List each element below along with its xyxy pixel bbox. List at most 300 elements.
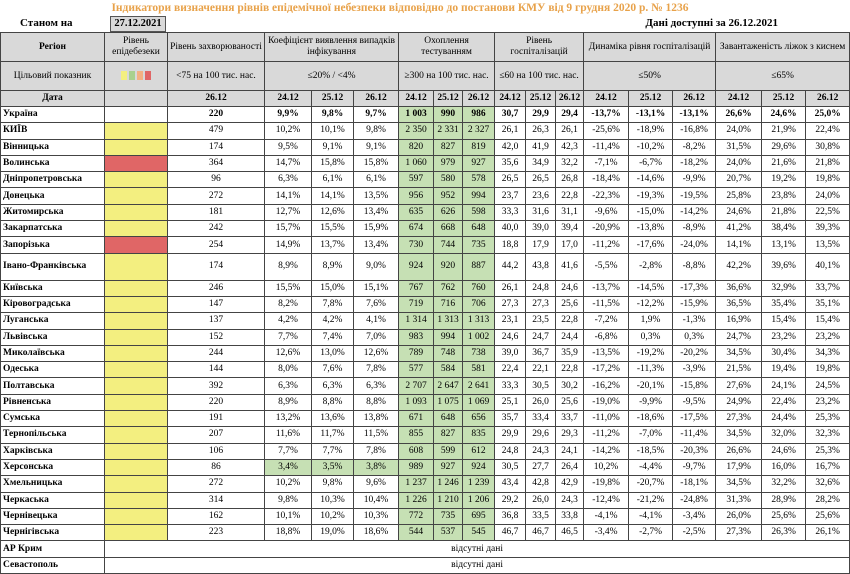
testing-cell: 1 060: [399, 155, 434, 171]
region-name: Кіровоградська: [1, 296, 105, 312]
table-row: [1, 492, 850, 508]
oxygen-cell: 27,3%: [716, 525, 762, 541]
incidence-cell: 254: [168, 237, 265, 253]
oxygen-cell: 25,0%: [806, 107, 850, 123]
hosp-dynamics-cell: -12,4%: [584, 492, 629, 508]
detection-cell: 7,8%: [312, 296, 354, 312]
hospitalization-cell: 26,1: [556, 123, 584, 139]
date-cell: 25.12: [312, 91, 354, 107]
date-cell: 26.12: [556, 91, 584, 107]
oxygen-cell: 16,9%: [716, 313, 762, 329]
hosp-dynamics-cell: -6,8%: [584, 329, 629, 345]
testing-cell: 1 206: [463, 492, 495, 508]
danger-level-cell: [105, 476, 168, 492]
detection-cell: 8,9%: [265, 253, 312, 280]
detection-cell: 8,9%: [312, 253, 354, 280]
hosp-dynamics-cell: 1,9%: [629, 313, 673, 329]
detection-cell: 7,6%: [354, 296, 399, 312]
oxygen-cell: 27,3%: [716, 411, 762, 427]
status-label: Станом на: [20, 17, 73, 29]
incidence-cell: 223: [168, 525, 265, 541]
testing-cell: 924: [463, 459, 495, 475]
oxygen-cell: 24,9%: [716, 394, 762, 410]
hosp-dynamics-cell: -2,8%: [629, 253, 673, 280]
testing-cell: 597: [399, 172, 434, 188]
oxygen-cell: 24,6%: [762, 107, 806, 123]
danger-level-cell: [105, 378, 168, 394]
table-row: [1, 362, 850, 378]
hosp-dynamics-cell: -18,4%: [584, 172, 629, 188]
target-testing: ≥300 на 100 тис. нас.: [399, 62, 495, 91]
detection-cell: 6,1%: [312, 172, 354, 188]
hosp-dynamics-cell: -18,5%: [629, 443, 673, 459]
testing-cell: 674: [399, 221, 434, 237]
hospitalization-cell: 24,7: [526, 329, 556, 345]
hosp-dynamics-cell: -11,2%: [584, 237, 629, 253]
hosp-dynamics-cell: -10,2%: [629, 139, 673, 155]
region-name: Запорізька: [1, 237, 105, 253]
hosp-dynamics-cell: -4,1%: [629, 508, 673, 524]
page-title: Індикатори визначення рівнів епідемічної небезпеки відповідно до постанови КМУ від 9 грудня 2020 р. № 1236: [111, 2, 689, 14]
testing-cell: 887: [463, 253, 495, 280]
testing-cell: 648: [434, 411, 463, 427]
table-row: [1, 394, 850, 410]
detection-cell: 11,7%: [312, 427, 354, 443]
table-row: [1, 443, 850, 459]
danger-level-cell: [105, 508, 168, 524]
table-row: [1, 139, 850, 155]
region-name: Івано-Франківська: [1, 253, 105, 280]
oxygen-cell: 34,5%: [716, 476, 762, 492]
detection-cell: 10,3%: [354, 508, 399, 524]
danger-level-cell: [105, 492, 168, 508]
hosp-dynamics-cell: -8,8%: [673, 253, 716, 280]
hospitalization-cell: 41,6: [556, 253, 584, 280]
detection-cell: 15,0%: [312, 280, 354, 296]
hospitalization-cell: 33,4: [526, 411, 556, 427]
header-hospitalization: Рівень госпіталізацій: [495, 33, 584, 62]
hosp-dynamics-cell: -13,8%: [629, 221, 673, 237]
hospitalization-cell: 24,3: [556, 492, 584, 508]
region-name: Закарпатська: [1, 221, 105, 237]
testing-cell: 1 002: [463, 329, 495, 345]
oxygen-cell: 40,1%: [806, 253, 850, 280]
detection-cell: 7,4%: [312, 329, 354, 345]
detection-cell: 12,7%: [265, 204, 312, 220]
danger-level-cell: [105, 139, 168, 155]
testing-cell: 735: [434, 508, 463, 524]
detection-cell: 11,6%: [265, 427, 312, 443]
date-cell: 24.12: [399, 91, 434, 107]
region-name: Тернопільська: [1, 427, 105, 443]
testing-cell: 979: [434, 155, 463, 171]
testing-cell: 580: [434, 172, 463, 188]
header-row: [1, 33, 850, 62]
hospitalization-cell: 44,2: [495, 253, 526, 280]
oxygen-cell: 25,3%: [806, 411, 850, 427]
oxygen-cell: 21,8%: [806, 155, 850, 171]
oxygen-cell: 26,1%: [806, 525, 850, 541]
hosp-dynamics-cell: -17,6%: [629, 237, 673, 253]
hospitalization-cell: 26,1: [495, 123, 526, 139]
detection-cell: 6,3%: [265, 378, 312, 394]
header-oxygen: Завантаженість ліжок з киснем: [716, 33, 850, 62]
incidence-cell: 144: [168, 362, 265, 378]
danger-level-cell: [105, 188, 168, 204]
oxygen-cell: 24,6%: [716, 204, 762, 220]
header-testing: Охоплення тестуванням: [399, 33, 495, 62]
available-note: Дані доступні за 26.12.2021: [645, 17, 778, 29]
detection-cell: 18,6%: [354, 525, 399, 541]
incidence-cell: 86: [168, 459, 265, 475]
oxygen-cell: 21,6%: [762, 155, 806, 171]
hosp-dynamics-cell: -9,7%: [673, 459, 716, 475]
hospitalization-cell: 23,7: [495, 188, 526, 204]
detection-cell: 8,0%: [265, 362, 312, 378]
detection-cell: 8,2%: [265, 296, 312, 312]
incidence-cell: 242: [168, 221, 265, 237]
danger-level-cell: [105, 221, 168, 237]
oxygen-cell: 19,2%: [762, 172, 806, 188]
detection-cell: 9,8%: [312, 107, 354, 123]
oxygen-cell: 34,3%: [806, 345, 850, 361]
detection-cell: 15,9%: [354, 221, 399, 237]
hospitalization-cell: 39,4: [556, 221, 584, 237]
testing-cell: 1 237: [399, 476, 434, 492]
hosp-dynamics-cell: -17,3%: [673, 280, 716, 296]
hospitalization-cell: 22,8: [556, 313, 584, 329]
oxygen-cell: 32,2%: [762, 476, 806, 492]
table-row: [1, 172, 850, 188]
oxygen-cell: 23,8%: [762, 188, 806, 204]
detection-cell: 13,2%: [265, 411, 312, 427]
hospitalization-cell: 33,8: [556, 508, 584, 524]
hospitalization-cell: 42,3: [556, 139, 584, 155]
testing-cell: 716: [434, 296, 463, 312]
hospitalization-cell: 40,0: [495, 221, 526, 237]
hospitalization-cell: 26,0: [526, 492, 556, 508]
oxygen-cell: 32,0%: [762, 427, 806, 443]
table-row-missing: [1, 541, 850, 557]
region-name: Харківська: [1, 443, 105, 459]
oxygen-cell: 32,9%: [762, 280, 806, 296]
oxygen-cell: 24,7%: [716, 329, 762, 345]
region-name: Хмельницька: [1, 476, 105, 492]
testing-cell: 1 239: [463, 476, 495, 492]
testing-cell: 827: [434, 139, 463, 155]
oxygen-cell: 22,5%: [806, 204, 850, 220]
testing-cell: 1 069: [463, 394, 495, 410]
detection-cell: 13,8%: [354, 411, 399, 427]
oxygen-cell: 24,0%: [806, 188, 850, 204]
oxygen-cell: 15,4%: [806, 313, 850, 329]
hosp-dynamics-cell: -13,5%: [584, 345, 629, 361]
testing-cell: 772: [399, 508, 434, 524]
hosp-dynamics-cell: -11,2%: [584, 427, 629, 443]
hosp-dynamics-cell: -11,5%: [584, 296, 629, 312]
hosp-dynamics-cell: -7,2%: [584, 313, 629, 329]
detection-cell: 9,9%: [265, 107, 312, 123]
table-row: [1, 411, 850, 427]
detection-cell: 13,0%: [312, 345, 354, 361]
detection-cell: 15,7%: [265, 221, 312, 237]
region-name: Севастополь: [1, 557, 105, 573]
testing-cell: 581: [463, 362, 495, 378]
detection-cell: 9,0%: [354, 253, 399, 280]
detection-cell: 3,5%: [312, 459, 354, 475]
danger-level-cell: [105, 237, 168, 253]
region-name: Донецька: [1, 188, 105, 204]
oxygen-cell: 15,4%: [762, 313, 806, 329]
hospitalization-cell: 27,7: [526, 459, 556, 475]
incidence-cell: 220: [168, 394, 265, 410]
oxygen-cell: 21,9%: [762, 123, 806, 139]
detection-cell: 14,7%: [265, 155, 312, 171]
oxygen-cell: 24,5%: [806, 378, 850, 394]
detection-cell: 8,9%: [265, 394, 312, 410]
oxygen-cell: 30,8%: [806, 139, 850, 155]
testing-cell: 990: [434, 107, 463, 123]
table-row: [1, 345, 850, 361]
region-name: Вінницька: [1, 139, 105, 155]
hosp-dynamics-cell: -24,0%: [673, 237, 716, 253]
oxygen-cell: 32,3%: [806, 427, 850, 443]
detection-cell: 9,1%: [312, 139, 354, 155]
hosp-dynamics-cell: -7,0%: [629, 427, 673, 443]
danger-level-cell: [105, 204, 168, 220]
oxygen-cell: 23,2%: [806, 329, 850, 345]
testing-cell: 656: [463, 411, 495, 427]
testing-cell: 920: [434, 253, 463, 280]
hosp-dynamics-cell: -20,9%: [584, 221, 629, 237]
hosp-dynamics-cell: -20,3%: [673, 443, 716, 459]
table-row: [1, 313, 850, 329]
danger-level-cell: [105, 313, 168, 329]
hospitalization-cell: 30,5: [526, 378, 556, 394]
testing-cell: 578: [463, 172, 495, 188]
hospitalization-cell: 27,3: [495, 296, 526, 312]
hosp-dynamics-cell: -9,5%: [673, 394, 716, 410]
hospitalization-cell: 26,4: [556, 459, 584, 475]
hosp-dynamics-cell: -2,7%: [629, 525, 673, 541]
hospitalization-cell: 34,9: [526, 155, 556, 171]
date-incidence: 26.12: [168, 91, 265, 107]
testing-cell: 537: [434, 525, 463, 541]
hosp-dynamics-cell: -14,2%: [584, 443, 629, 459]
hospitalization-cell: 43,8: [526, 253, 556, 280]
hospitalization-cell: 22,4: [495, 362, 526, 378]
testing-cell: 648: [463, 221, 495, 237]
hosp-dynamics-cell: -18,2%: [673, 155, 716, 171]
oxygen-cell: 30,4%: [762, 345, 806, 361]
danger-level-cell: [105, 345, 168, 361]
table-row: [1, 253, 850, 280]
oxygen-cell: 23,2%: [762, 329, 806, 345]
oxygen-cell: 19,8%: [806, 172, 850, 188]
oxygen-cell: 25,6%: [762, 508, 806, 524]
testing-cell: 635: [399, 204, 434, 220]
testing-cell: 924: [399, 253, 434, 280]
region-name: Луганська: [1, 313, 105, 329]
hospitalization-cell: 26,5: [526, 172, 556, 188]
hosp-dynamics-cell: -13,7%: [584, 107, 629, 123]
danger-level-cell: [105, 329, 168, 345]
detection-cell: 11,5%: [354, 427, 399, 443]
hospitalization-cell: 24,6: [495, 329, 526, 345]
detection-cell: 10,4%: [354, 492, 399, 508]
status-date: 27.12.2021: [110, 16, 166, 32]
hosp-dynamics-cell: -11,0%: [584, 411, 629, 427]
region-name: Львівська: [1, 329, 105, 345]
incidence-cell: 314: [168, 492, 265, 508]
testing-cell: 608: [399, 443, 434, 459]
oxygen-cell: 36,5%: [716, 296, 762, 312]
hosp-dynamics-cell: -24,8%: [673, 492, 716, 508]
hosp-dynamics-cell: -4,4%: [629, 459, 673, 475]
hospitalization-cell: 36,7: [526, 345, 556, 361]
hospitalization-cell: 33,3: [495, 378, 526, 394]
target-row: [1, 62, 850, 91]
detection-cell: 6,1%: [354, 172, 399, 188]
date-cell: 24.12: [265, 91, 312, 107]
legend-swatch-red: [145, 71, 151, 80]
testing-cell: 735: [463, 237, 495, 253]
testing-cell: 545: [463, 525, 495, 541]
incidence-cell: 207: [168, 427, 265, 443]
testing-cell: 671: [399, 411, 434, 427]
detection-cell: 10,2%: [312, 508, 354, 524]
oxygen-cell: 27,6%: [716, 378, 762, 394]
hospitalization-cell: 33,5: [526, 508, 556, 524]
hosp-dynamics-cell: -11,4%: [584, 139, 629, 155]
danger-level-cell: [105, 443, 168, 459]
region-name: АР Крим: [1, 541, 105, 557]
incidence-cell: 137: [168, 313, 265, 329]
hosp-dynamics-cell: -18,6%: [629, 411, 673, 427]
detection-cell: 9,8%: [354, 123, 399, 139]
detection-cell: 15,1%: [354, 280, 399, 296]
hosp-dynamics-cell: -19,0%: [584, 394, 629, 410]
danger-level-cell: [105, 362, 168, 378]
region-name: Київська: [1, 280, 105, 296]
oxygen-cell: 31,5%: [716, 139, 762, 155]
hospitalization-cell: 30,2: [556, 378, 584, 394]
incidence-cell: 479: [168, 123, 265, 139]
oxygen-cell: 34,5%: [716, 345, 762, 361]
hosp-dynamics-cell: -17,2%: [584, 362, 629, 378]
detection-cell: 4,2%: [265, 313, 312, 329]
testing-cell: 626: [434, 204, 463, 220]
detection-cell: 3,4%: [265, 459, 312, 475]
hosp-dynamics-cell: -14,6%: [629, 172, 673, 188]
detection-cell: 14,1%: [265, 188, 312, 204]
testing-cell: 1 246: [434, 476, 463, 492]
detection-cell: 12,6%: [354, 345, 399, 361]
testing-cell: 986: [463, 107, 495, 123]
detection-cell: 10,3%: [312, 492, 354, 508]
oxygen-cell: 26,6%: [716, 107, 762, 123]
hosp-dynamics-cell: -2,5%: [673, 525, 716, 541]
hosp-dynamics-cell: 10,2%: [584, 459, 629, 475]
oxygen-cell: 28,2%: [806, 492, 850, 508]
testing-cell: 789: [399, 345, 434, 361]
target-incidence: <75 на 100 тис. нас.: [168, 62, 265, 91]
oxygen-cell: 25,8%: [716, 188, 762, 204]
detection-cell: 10,2%: [265, 123, 312, 139]
table-row: [1, 525, 850, 541]
region-name: Чернівецька: [1, 508, 105, 524]
region-name: Одеська: [1, 362, 105, 378]
detection-cell: 3,8%: [354, 459, 399, 475]
table-row: [1, 378, 850, 394]
detection-cell: 15,8%: [354, 155, 399, 171]
detection-cell: 7,7%: [265, 329, 312, 345]
oxygen-cell: 32,6%: [806, 476, 850, 492]
testing-cell: 706: [463, 296, 495, 312]
detection-cell: 18,8%: [265, 525, 312, 541]
hosp-dynamics-cell: -17,5%: [673, 411, 716, 427]
detection-cell: 9,7%: [354, 107, 399, 123]
incidence-cell: 220: [168, 107, 265, 123]
testing-cell: 952: [434, 188, 463, 204]
table-row: [1, 237, 850, 253]
legend-swatches: [105, 62, 168, 91]
target-label: Цільовий показник: [1, 62, 105, 91]
hosp-dynamics-cell: -12,2%: [629, 296, 673, 312]
detection-cell: 19,0%: [312, 525, 354, 541]
target-oxygen: ≤65%: [716, 62, 850, 91]
target-hospitalization: ≤60 на 100 тис. нас.: [495, 62, 584, 91]
incidence-cell: 181: [168, 204, 265, 220]
detection-cell: 14,1%: [312, 188, 354, 204]
hospitalization-cell: 25,6: [556, 394, 584, 410]
incidence-cell: 364: [168, 155, 265, 171]
detection-cell: 7,7%: [312, 443, 354, 459]
incidence-cell: 96: [168, 172, 265, 188]
oxygen-cell: 25,6%: [806, 508, 850, 524]
missing-data-note: відсутні дані: [105, 541, 850, 557]
oxygen-cell: 35,4%: [762, 296, 806, 312]
detection-cell: 4,1%: [354, 313, 399, 329]
hosp-dynamics-cell: -7,1%: [584, 155, 629, 171]
oxygen-cell: 41,2%: [716, 221, 762, 237]
detection-cell: 13,4%: [354, 204, 399, 220]
detection-cell: 7,6%: [312, 362, 354, 378]
hospitalization-cell: 42,9: [556, 476, 584, 492]
table-row: [1, 123, 850, 139]
missing-data-note: відсутні дані: [105, 557, 850, 573]
incidence-cell: 392: [168, 378, 265, 394]
testing-cell: 584: [434, 362, 463, 378]
hospitalization-cell: 46,5: [556, 525, 584, 541]
hospitalization-cell: 22,1: [526, 362, 556, 378]
hospitalization-cell: 17,0: [556, 237, 584, 253]
oxygen-cell: 25,3%: [806, 443, 850, 459]
hosp-dynamics-cell: -15,8%: [673, 378, 716, 394]
incidence-cell: 174: [168, 139, 265, 155]
hospitalization-cell: 29,4: [556, 107, 584, 123]
hosp-dynamics-cell: -19,3%: [629, 188, 673, 204]
detection-cell: 13,4%: [354, 237, 399, 253]
hosp-dynamics-cell: 0,3%: [673, 329, 716, 345]
hospitalization-cell: 29,3: [556, 427, 584, 443]
oxygen-cell: 31,3%: [716, 492, 762, 508]
oxygen-cell: 24,4%: [762, 411, 806, 427]
testing-cell: 744: [434, 237, 463, 253]
region-name: Сумська: [1, 411, 105, 427]
incidence-cell: 272: [168, 476, 265, 492]
date-cell: 25.12: [434, 91, 463, 107]
